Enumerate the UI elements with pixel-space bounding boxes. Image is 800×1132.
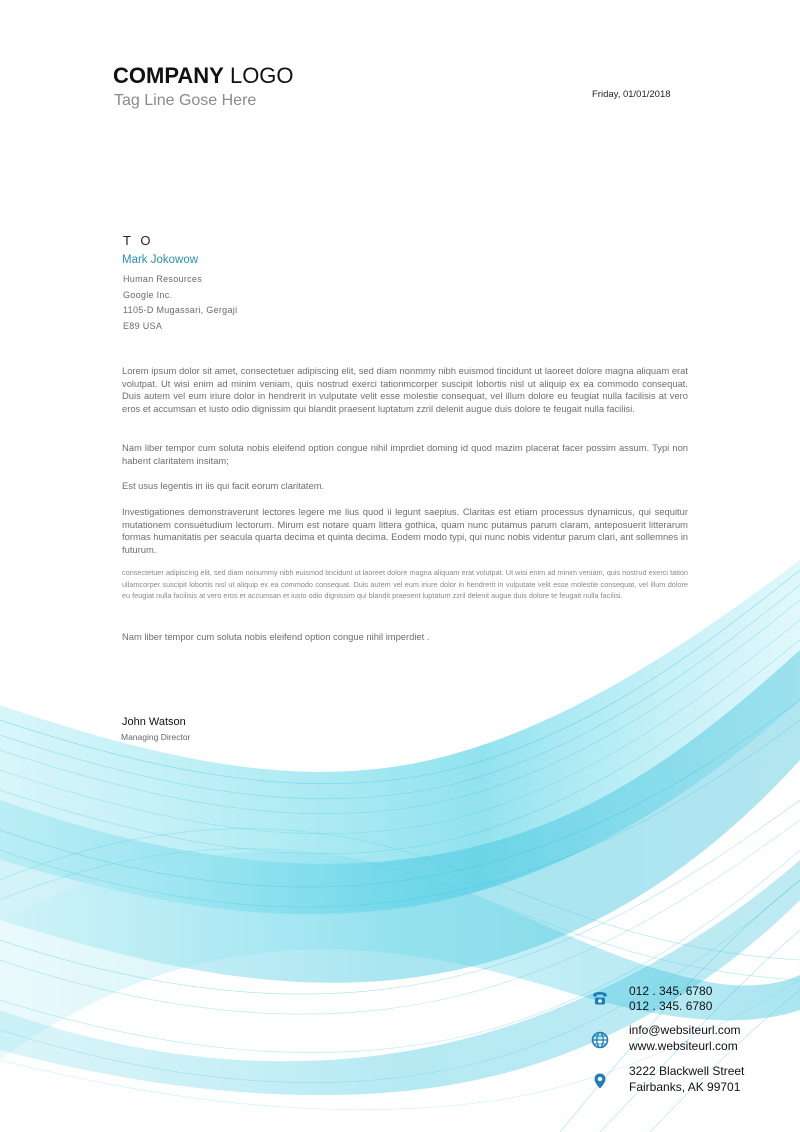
email-address: info@websiteurl.com <box>629 1023 741 1037</box>
body-paragraph: Est usus legentis in iis qui facit eorum claritatem. <box>122 480 325 491</box>
recipient-address-line: Human Resources <box>123 274 203 284</box>
phone-icon <box>591 989 609 1007</box>
tagline: Tag Line Gose Here <box>114 92 257 109</box>
logo-light-text: LOGO <box>229 63 294 88</box>
letter-date: Friday, 01/01/2018 <box>592 89 671 100</box>
body-paragraph: Investigationes demonstraverunt lectores legere me lius quod ii legunt saepius. Claritas est etiam processus dynamicus, qui sequitur mutationem consuetudium lectorum. Mirum est notare quam littera gothica, quam nunc putamus parum claram, anteposuerit litterarum formas humanitatis per seacula quarta decima et quinta decima. Eodem modo typi, qui nunc nobis videntur parum clari, ant sollemnes in futurum. <box>122 506 688 555</box>
small-paragraph: consectetuer adipiscing elit, sed diam nonummy nibh euismod tincidunt ut laoreet dolore magna aliquam erat volutpat. Ut wisi enim ad minim veniam, quis nostrud exerci tation ullamcorper suscipit lobortis nisl ut aliquip ex ea commodo consequat. Duis autem vel eum iriure dolor in hendrerit in vulputate velit esse molestie consequat, vel illum dolore eu feugiat nulla facilisis at vero eros et accumsan et iusto odio dignissim qui blandit praesent luptatum zzril delenit augue duis dolore te feugait nulla facilisi. <box>122 568 688 600</box>
body-paragraph: Lorem ipsum dolor sit amet, consectetuer adipiscing elit, sed diam nonmmy nibh euismod tincidunt ut laoreet dolore magna aliquam erat volutpat. Ut wisi enim ad minim veniam, quis nostrud exerci tationmcorper suscipit lobortis nisl ut aliquip ex ea commodo consequat. Duis autem vel eum iriure dolor in hendrerit in vulputate velit esse molestie consequat, vel illum dolore eu feugiat nulla facilisis at vero eros et accumsan et iusto odio dignissim qui blandit praesent luptatum zzril delenit augue duis dolore te feugait nulla facilisi. <box>122 365 688 414</box>
recipient-address-line: E89 USA <box>123 321 163 331</box>
website-url: www.websiteurl.com <box>629 1039 738 1053</box>
signatory-title: Managing Director <box>121 732 191 742</box>
closing-paragraph: Nam liber tempor cum soluta nobis eleifend option congue nihil imperdiet . <box>122 631 430 642</box>
street-address: 3222 Blackwell Street <box>629 1064 745 1078</box>
signatory-name: John Watson <box>122 716 186 728</box>
recipient-name: Mark Jokowow <box>122 254 199 266</box>
phone-number: 012 . 345. 6780 <box>629 999 713 1013</box>
body-paragraph: Nam liber tempor cum soluta nobis eleifend option congue nihil imprdiet doming id quod mazim placerat facer possim assum. Typi non habent claritatem insitam; <box>122 442 688 466</box>
city-address: Fairbanks, AK 99701 <box>629 1080 741 1094</box>
recipient-address-line: 1105-D Mugassari, Gergaji <box>123 305 238 315</box>
to-label: T O <box>123 233 154 248</box>
company-logo <box>113 63 294 89</box>
location-pin-icon <box>591 1072 609 1090</box>
globe-icon <box>591 1031 609 1049</box>
phone-number: 012 . 345. 6780 <box>629 984 713 998</box>
logo-bold-text: COMPANY <box>113 63 224 88</box>
recipient-address-line: Google Inc. <box>123 290 173 300</box>
